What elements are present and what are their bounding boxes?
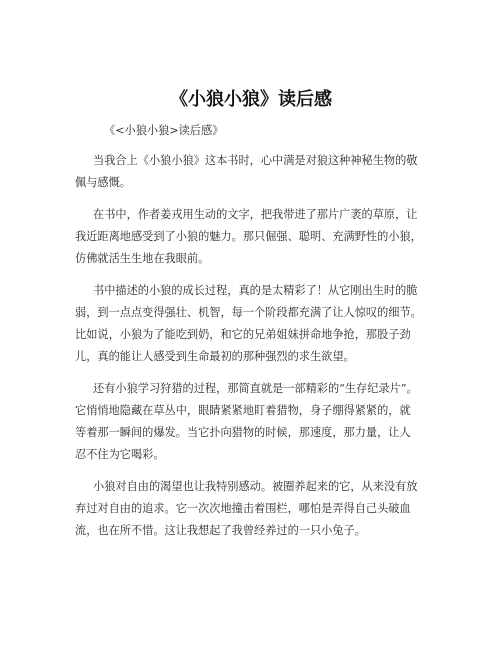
paragraph-line: 佩与感慨。: [75, 176, 131, 189]
document-title: 《小狼小狼》读后感: [170, 89, 332, 110]
paragraph-line: 我近距离地感受到了小狼的魅力。那只倔强、聪明、充满野性的小狼，: [75, 230, 422, 243]
paragraph-line: 流，也在所不惜。这让我想起了我曾经养过的一只小兔子。: [75, 524, 366, 537]
paragraph-line: 仿佛就活生生地在我眼前。: [75, 252, 210, 265]
paragraph-line: 在书中，作者姜戎用生动的文字，把我带进了那片广袤的草原，让: [93, 208, 418, 221]
paragraph-line: 弃过对自由的追求。它一次次地撞击着围栏，哪怕是弄得自己头破血: [75, 502, 411, 515]
paragraph-line: 小狼对自由的渴望也让我特别感动。被圈养起来的它，从来没有放: [93, 480, 418, 493]
paragraph-line: 当我合上《小狼小狼》这本书时，心中满是对狼这种神秘生物的敬: [93, 154, 418, 167]
paragraph-line: 比如说，小狼为了能吃到奶，和它的兄弟姐妹拼命地争抢，那股子劲: [75, 328, 411, 341]
paragraph-line: 还有小狼学习狩猎的过程，那简直就是一部精彩的“生存纪录片”。: [93, 382, 418, 395]
paragraph-line: 弱，到一点点变得强壮、机智，每一个阶段都充满了让人惊叹的细节。: [75, 306, 422, 319]
paragraph-line: 它悄悄地隐藏在草丛中，眼睛紧紧地盯着猎物，身子绷得紧紧的，就: [75, 404, 411, 417]
paragraph-line: 儿，真的能让人感受到生命最初的那种强烈的求生欲望。: [75, 350, 355, 363]
paragraph-line: 书中描述的小狼的成长过程，真的是太精彩了！从它刚出生时的脆: [93, 284, 418, 297]
document-subtitle: 《<小狼小狼>读后感》: [104, 124, 224, 137]
paragraph-line: 忍不住为它喝彩。: [75, 448, 165, 461]
paragraph-line: 等着那一瞬间的爆发。当它扑向猎物的时候，那速度，那力量，让人: [75, 426, 411, 439]
